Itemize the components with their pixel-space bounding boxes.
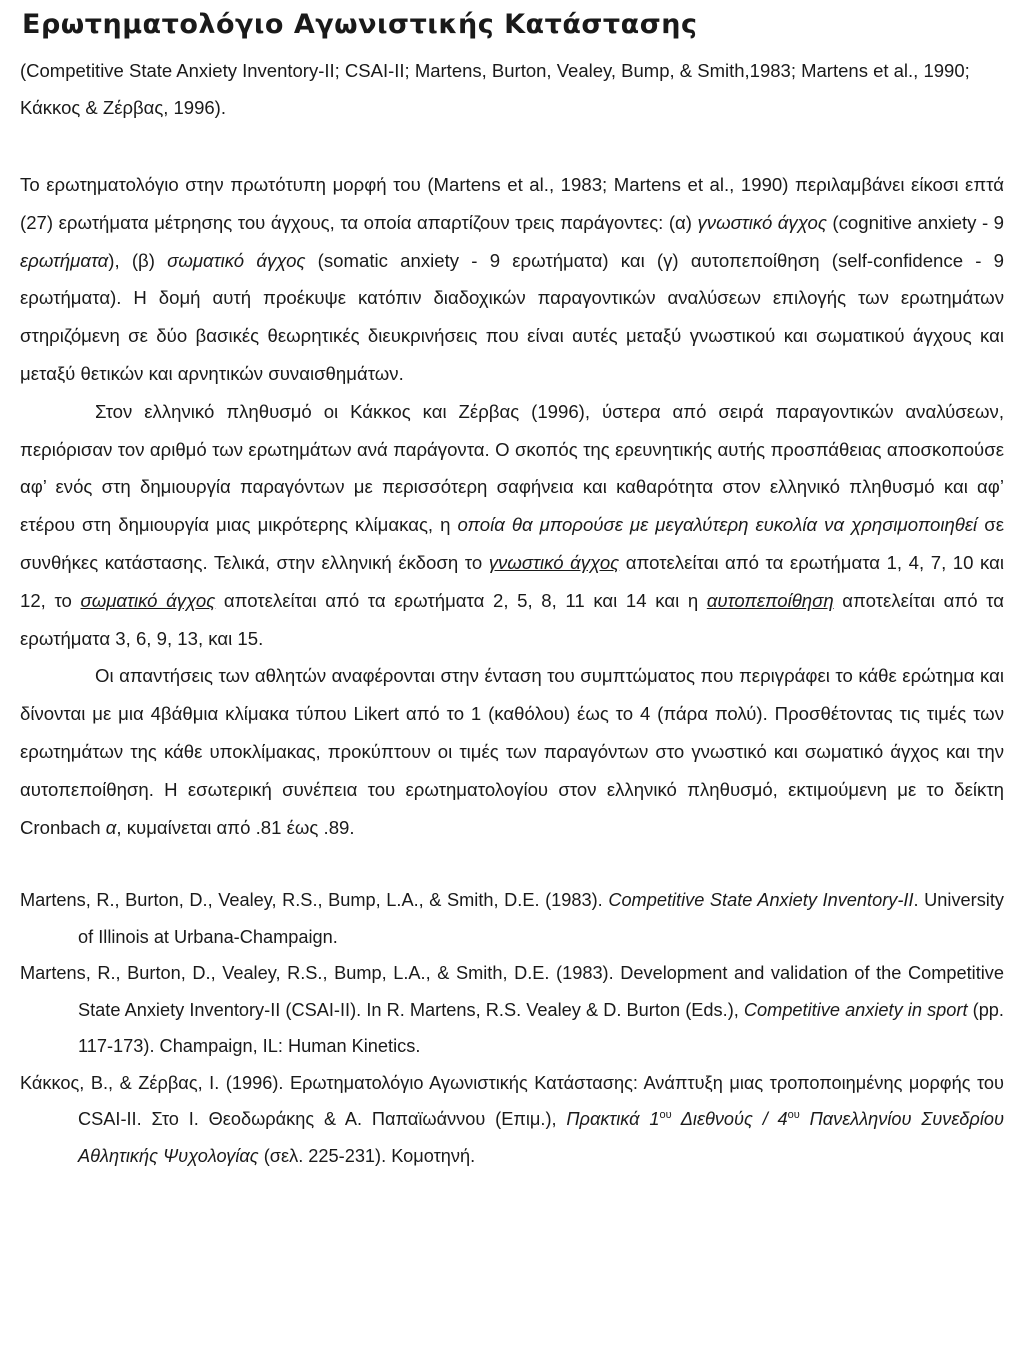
superscript: ου [659, 1109, 672, 1122]
underlined-term-cognitive-anxiety: γνωστικό άγχος [488, 551, 620, 573]
text-run: Οι απαντήσεις των αθλητών αναφέρονται στην ένταση του συμπτώματος που περιγράφει το κάθε ερώτημα και δίνονται με μια 4βάθμια κλίμακα τύπου Likert από το 1 (καθόλου) έως το 4 (πάρα πολύ). Προσθέτοντας τις τιμές των ερωτημάτων της κάθε υποκλίμακας, προκύπτουν οι τιμές των παραγόντων στο γνωστικό και σωματικό άγχος και την αυτοπεποίθηση. Η εσωτερική συνέπεια του ερωτηματολογίου στον ελληνικό πληθυσμό, εκτιμούμενη με το δείκτη Cronbach [20, 665, 1004, 838]
text-run: Martens, R., Burton, D., Vealey, R.S., Bump, L.A., & Smith, D.E. (1983). Development and validation of the Competitive State Anxiety Inventory-II (CSAI-II). In R. Martens, R.S. Vealey & D. Burton (Eds.), [20, 963, 1004, 1020]
text-run: (somatic anxiety - 9 ερωτήματα) και (γ) αυτοπεποίθηση (self-confidence - 9 ερωτήματα). Η δομή αυτή προέκυψε κατόπιν διαδοχικών παραγοντικών αναλύσεων επιλογής των ερωτημάτων στηριζόμενη σε δύο βασικές θεωρητικές διευκρινήσεις που είναι αυτές μεταξύ γνωστικού και σωματικού άγχους και μεταξύ θετικών και αρνητικών συναισθημάτων. [20, 249, 1004, 384]
text-run: (cognitive anxiety - 9 [826, 211, 1005, 233]
italic-run: Διεθνούς / 4 [671, 1109, 788, 1130]
text-run: , κυμαίνεται από .81 έως .89. [116, 816, 355, 838]
italic-run: οποία θα μπορούσε με μεγαλύτερη ευκολία να χρησιμοποιηθεί [457, 514, 978, 536]
italic-run: Competitive anxiety in sport [743, 999, 968, 1020]
italic-run: ερωτήματα [20, 249, 109, 271]
reference-2 [20, 955, 1004, 1065]
reference-1 [20, 882, 1004, 955]
text-run: αποτελείται από τα ερωτήματα 1, 4, 7, 10 και 12, το [20, 551, 1005, 611]
text-run: αποτελείται από τα ερωτήματα 3, 6, 9, 13, και 15. [20, 589, 1005, 649]
superscript: ου [787, 1109, 800, 1122]
reference-3 [20, 1065, 1004, 1175]
italic-run: σωματικό άγχος [167, 249, 306, 271]
document-title: Ερωτηματολόγιο Αγωνιστικής Κατάστασης [22, 9, 698, 40]
italic-run: γνωστικό άγχος [697, 211, 827, 233]
text-run: αποτελείται από τα ερωτήματα 2, 5, 8, 11 και 14 και η [215, 589, 707, 611]
text-run: Κάκκος, Β., & Ζέρβας, Ι. (1996). Ερωτηματολόγιο Αγωνιστικής Κατάστασης: Ανάπτυξη μιας τροποποιημένης μορφής του CSAI-II. Στο Ι. Θεοδωράκης & Α. Παπαϊωάννου (Επιμ.), [20, 1072, 1004, 1130]
text-run: σε συνθήκες κατάστασης. Τελικά, στην ελληνική έκδοση το [20, 514, 1004, 573]
paragraph-3 [20, 657, 1004, 846]
underlined-term-self-confidence: αυτοπεποίθηση [706, 589, 834, 611]
text-run: Στον ελληνικό πληθυσμό οι Κάκκος και Ζέρβας (1996), ύστερα από σειρά παραγοντικών αναλύσεων, περιόρισαν τον αριθμό των ερωτημάτων ανά παράγοντα. Ο σκοπός της ερευνητικής αυτής προσπάθειας αποσκοπούσε αφ’ ενός στη δημιουργία παραγόντων με περισσότερη σαφήνεια και καθαρότητα στον ελληνικό πληθυσμό και αφ’ ετέρου στη δημιουργία μιας μικρότερης κλίμακας, η [20, 400, 1004, 536]
text-run: (σελ. 225-231). Κομοτηνή. [258, 1145, 476, 1166]
underlined-term-somatic-anxiety: σωματικό άγχος [80, 589, 216, 611]
text-run: Το ερωτηματολόγιο στην πρωτότυπη μορφή του (Martens et al., 1983; Martens et al., 1990) περιλαμβάνει είκοσι επτά (27) ερωτήματα μέτρησης του άγχους, τα οποία απαρτίζουν τρεις παράγοντες: (α) [20, 174, 1004, 233]
references [20, 882, 1004, 1174]
italic-run: Competitive State Anxiety Inventory-II [608, 890, 914, 911]
text-run: Martens, R., Burton, D., Vealey, R.S., Bump, L.A., & Smith, D.E. (1983). [20, 890, 609, 911]
text-run: ), (β) [108, 249, 168, 271]
paragraph-1 [20, 166, 1004, 393]
text-run: (pp. 117-173). Champaign, IL: Human Kinetics. [78, 999, 1004, 1057]
document-subtitle: (Competitive State Anxiety Inventory-II; CSAI-II; Martens, Burton, Vealey, Bump, & Smith,1983; Martens et al., 1990; Κάκκος & Ζέρβας, 1996). [20, 60, 970, 118]
text-run: . University of Illinois at Urbana-Champaign. [78, 890, 1004, 947]
italic-run: α [105, 816, 117, 838]
italic-run: Πανελληνίου Συνεδρίου Αθλητικής Ψυχολογίας [78, 1109, 1004, 1166]
paragraph-2 [20, 393, 1004, 658]
italic-run: Πρακτικά 1 [566, 1109, 660, 1130]
